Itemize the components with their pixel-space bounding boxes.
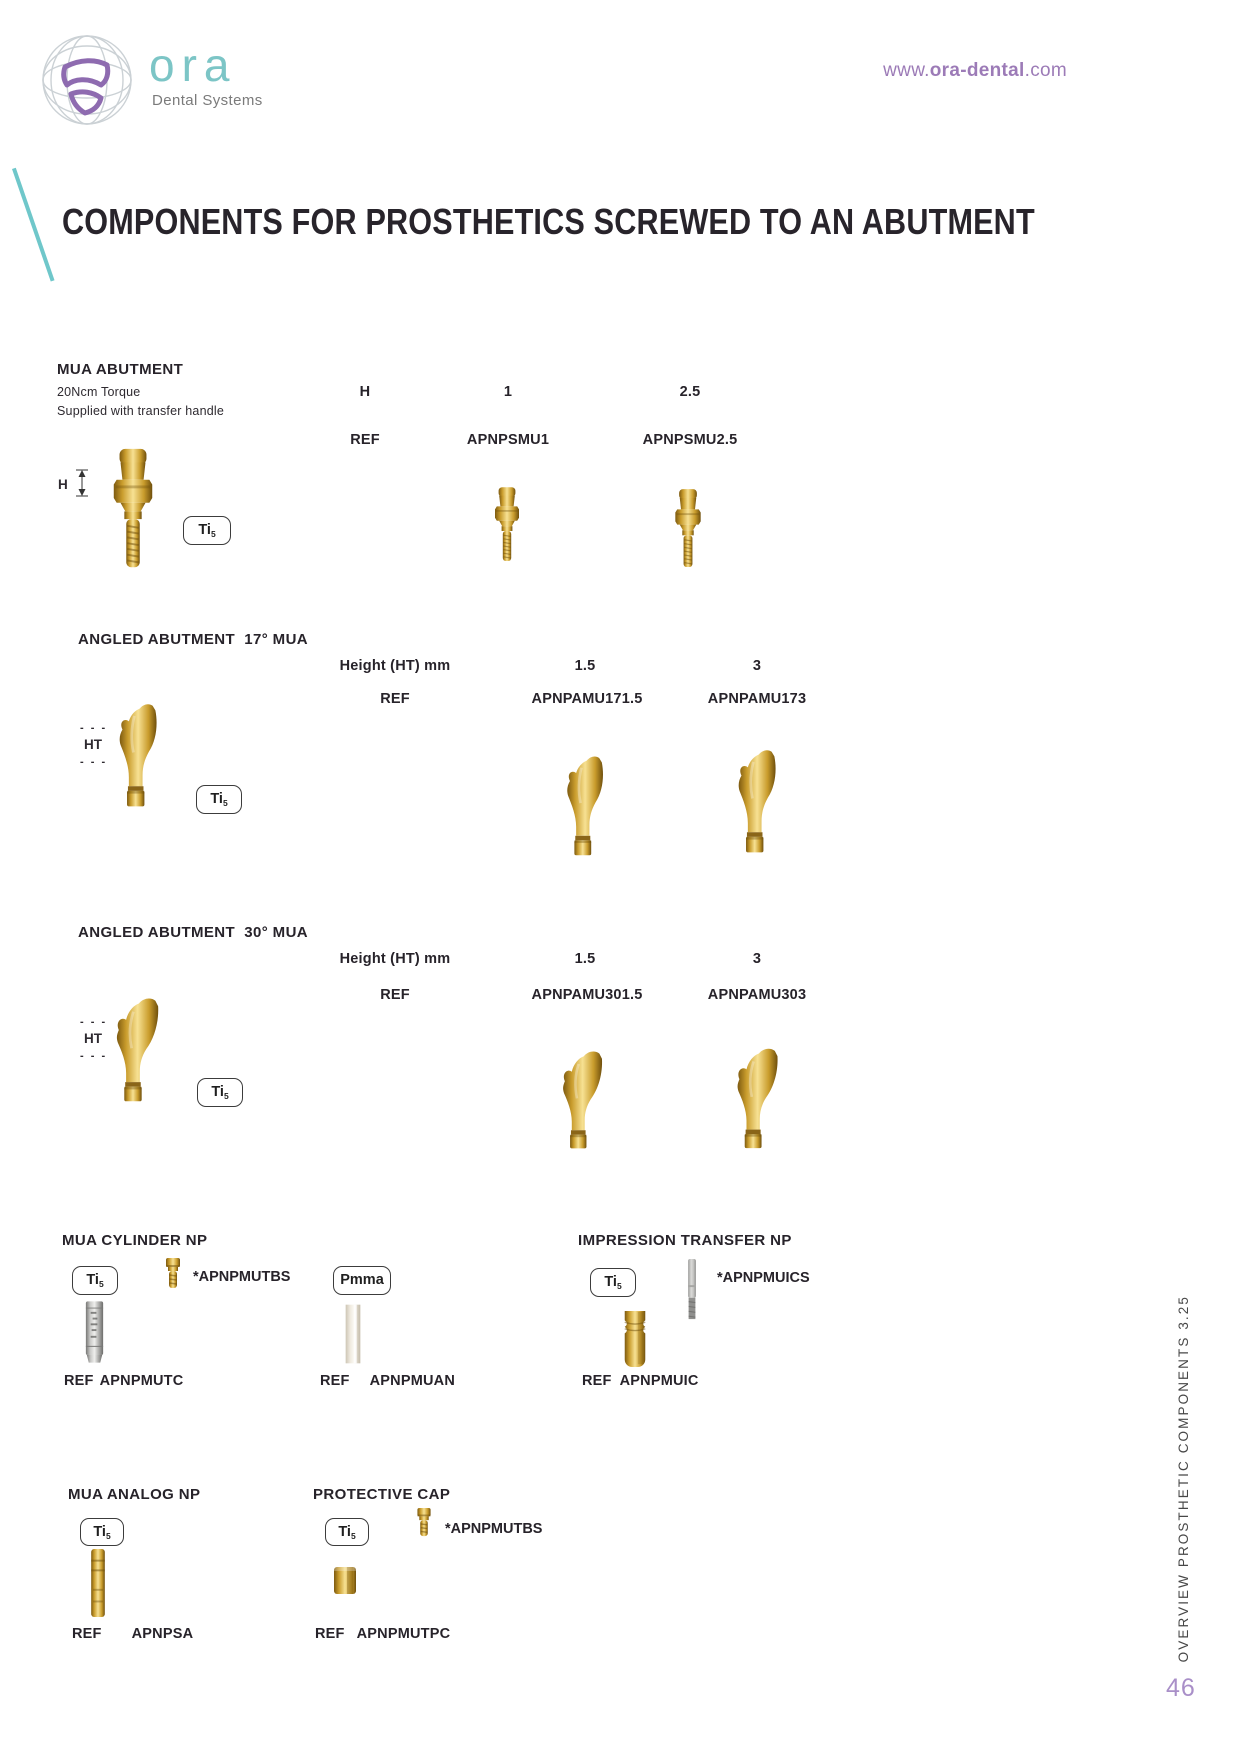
ref-value-2: APNPAMU173 (707, 691, 807, 707)
screw-ref-code: *APNPMUICS (717, 1270, 810, 1286)
angled-30-ht3-photo (726, 1042, 790, 1157)
ref-label: REF (582, 1373, 612, 1389)
protective-cap-photo (332, 1565, 358, 1595)
mua-abutment-reference-photo (104, 447, 162, 572)
ht-dimension-label: HT (84, 1031, 102, 1046)
col-header-height: Height (HT) mm (339, 658, 451, 674)
ref-value: APNPMUIC (619, 1373, 699, 1389)
brand-subtitle: Dental Systems (152, 92, 263, 109)
guide-pin-icon (684, 1258, 700, 1322)
fixation-screw-icon (413, 1507, 435, 1538)
col-header-h: H (359, 384, 371, 400)
impression-transfer-photo (621, 1310, 649, 1368)
screw-ref-code: *APNPMUTBS (445, 1521, 543, 1537)
page-number: 46 (1166, 1674, 1196, 1702)
page-title: COMPONENTS FOR PROSTHETICS SCREWED TO AN ABUTMENT (62, 201, 1035, 242)
ht-dimension-label: HT (84, 737, 102, 752)
mua-abutment-h1-photo (489, 478, 525, 572)
ht-upper-dash: - - - (80, 1016, 108, 1028)
fixation-screw-icon (163, 1257, 183, 1290)
mua-analog-photo (88, 1548, 108, 1618)
col-value-2: 2.5 (679, 384, 701, 400)
ti-material-badge: Ti 5 (325, 1518, 369, 1546)
ref-value-1: APNPAMU171.5 (531, 691, 643, 707)
col-value-1: 1.5 (574, 951, 596, 967)
ref-value: APNPMUTPC (356, 1626, 451, 1642)
ti-material-badge: Ti 5 (183, 516, 231, 545)
pmma-material-badge: Pmma (333, 1266, 391, 1295)
col-value-1: 1 (503, 384, 513, 400)
ref-label: REF (320, 1373, 350, 1389)
ref-label: REF (380, 691, 410, 707)
url-domain: ora-dental (929, 60, 1025, 81)
section-heading: ANGLED ABUTMENT 17° MUA (78, 631, 309, 648)
ref-value-1: APNPSMU1 (466, 432, 550, 448)
ti-material-badge: Ti 5 (196, 785, 242, 814)
ti-material-badge: Ti 5 (80, 1518, 124, 1546)
supplied-note: Supplied with transfer handle (57, 404, 225, 418)
ref-label: REF (350, 432, 380, 448)
ht-upper-dash: - - - (80, 722, 108, 734)
url-suffix: .com (1024, 60, 1067, 81)
website-url[interactable] (883, 60, 1067, 82)
ref-label: REF (380, 987, 410, 1003)
ti-material-badge: Ti 5 (590, 1268, 636, 1297)
section-heading: ANGLED ABUTMENT 30° MUA (78, 924, 309, 941)
section-heading: IMPRESSION TRANSFER NP (578, 1232, 792, 1249)
teal-slash-decoration (12, 168, 54, 282)
angled-30-ht15-photo (552, 1045, 614, 1157)
ti-material-badge: Ti 5 (72, 1266, 118, 1295)
ora-globe-logo-icon (40, 33, 135, 128)
screw-ref-code: *APNPMUTBS (193, 1269, 291, 1285)
ref-line (320, 1373, 455, 1389)
ti-material-badge: Ti 5 (197, 1078, 243, 1107)
ht-lower-dash: - - - (80, 1050, 108, 1062)
ht-lower-dash: - - - (80, 756, 108, 768)
col-value-2: 3 (752, 951, 762, 967)
ref-value: APNPMUTC (99, 1373, 184, 1389)
torque-note: 20Ncm Torque (57, 385, 141, 399)
pmma-cylinder-photo (342, 1303, 364, 1365)
ref-label: REF (315, 1626, 345, 1642)
angled-17-ht15-photo (554, 750, 616, 865)
col-value-2: 3 (752, 658, 762, 674)
section-heading: MUA ABUTMENT (57, 361, 184, 378)
ref-line (64, 1373, 183, 1389)
ref-label: REF (64, 1373, 94, 1389)
ref-line (315, 1626, 450, 1642)
h-dimension-arrow (75, 468, 89, 498)
col-value-1: 1.5 (574, 658, 596, 674)
ref-line (72, 1626, 193, 1642)
ref-value: APNPSA (131, 1626, 194, 1642)
col-header-height: Height (HT) mm (339, 951, 451, 967)
ref-value-2: APNPAMU303 (707, 987, 807, 1003)
ref-value-2: APNPSMU2.5 (642, 432, 738, 448)
section-heading: PROTECTIVE CAP (313, 1486, 451, 1503)
mua-abutment-h25-photo (669, 470, 707, 588)
brand-wordmark: ora (149, 39, 237, 91)
section-heading: MUA CYLINDER NP (62, 1232, 208, 1249)
angled-30-reference-photo (106, 990, 170, 1112)
angled-17-ht3-photo (725, 738, 789, 868)
section-heading: MUA ANALOG NP (68, 1486, 201, 1503)
titanium-cylinder-photo (83, 1300, 106, 1364)
ref-value-1: APNPAMU301.5 (531, 987, 643, 1003)
ref-label: REF (72, 1626, 102, 1642)
ref-value: APNPMUAN (369, 1373, 455, 1389)
h-dimension-label: H (58, 477, 68, 492)
url-prefix: www. (883, 60, 930, 81)
ref-line (582, 1373, 699, 1389)
sidebar-vertical-text: OVERVIEW PROSTHETIC COMPONENTS 3.25 (1175, 1295, 1191, 1663)
angled-17-reference-photo (106, 696, 170, 818)
